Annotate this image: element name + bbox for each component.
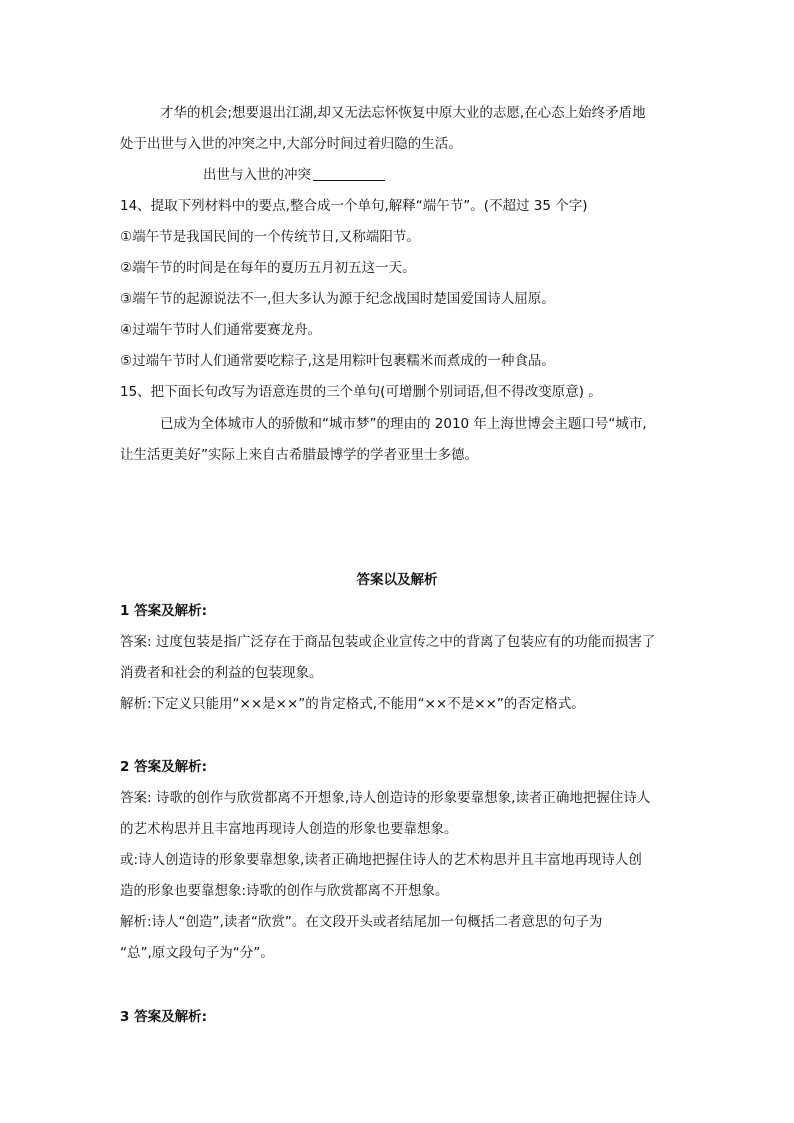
q15-prompt: 15、把下面长句改写为语意连贯的三个单句(可增删个别词语,但不得改变原意) 。 [120, 384, 602, 400]
answer-2-line-2: 的艺术构思并且丰富地再现诗人创造的形象也要靠想象。 [120, 821, 458, 837]
answer-2-heading: 2 答案及解析: [120, 759, 207, 775]
answers-title: 答案以及解析 [356, 572, 438, 588]
answer-1-heading: 1 答案及解析: [120, 603, 207, 619]
answer-2-analysis-line-1: 解析:诗人“创造”,读者“欣赏”。在文段开头或者结尾加一句概括二者意思的句子为 [120, 914, 603, 930]
answer-1-line-2: 消费者和社会的利益的包装现象。 [120, 665, 323, 681]
q14-item-2: ②端午节的时间是在每年的夏历五月初五这一天。 [120, 260, 416, 276]
q13-text-line-2: 处于出世与入世的冲突之中,大部分时间过着归隐的生活。 [120, 136, 462, 152]
q13-text-line-1: 才华的机会;想要退出江湖,却又无法忘怀恢复中原大业的志愿,在心态上始终矛盾地 [160, 105, 646, 121]
answer-2-analysis-line-2: “总”,原文段句子为“分”。 [120, 945, 274, 961]
q15-text-line-2: 让生活更美好”实际上来自古希腊最博学的学者亚里士多德。 [120, 447, 478, 463]
q14-prompt: 14、提取下列材料中的要点,整合成一个单句,解释“端午节”。(不超过 35 个字) [120, 198, 588, 214]
answer-1-line-1: 答案: 过度包装是指广泛存在于商品包装或企业宣传之中的背离了包装应有的功能而损害了 [120, 634, 656, 650]
q13-answer-prefix: 出世与入世的冲突 [203, 167, 311, 183]
answer-blank [313, 166, 385, 181]
q14-item-5: ⑤过端午节时人们通常要吃粽子,这是用粽叶包裹糯米而煮成的一种食品。 [120, 353, 555, 369]
q15-text-line-1: 已成为全体城市人的骄傲和“城市梦”的理由的 2010 年上海世博会主题口号“城市, [160, 416, 647, 432]
answer-2-alt-line-2: 造的形象也要靠想象:诗歌的创作与欣赏都离不开想象。 [120, 883, 449, 899]
answer-2-line-1: 答案: 诗歌的创作与欣赏都离不开想象,诗人创造诗的形象要靠想象,读者正确地把握住诗人 [120, 790, 651, 806]
answer-3-heading: 3 答案及解析: [120, 1009, 207, 1025]
answer-1-analysis: 解析:下定义只能用“××是××”的肯定格式,不能用“××不是××”的否定格式。 [120, 696, 585, 712]
q14-item-1: ①端午节是我国民间的一个传统节日,又称端阳节。 [120, 229, 420, 245]
answer-2-alt-line-1: 或:诗人创造诗的形象要靠想象,读者正确地把握住诗人的艺术构思并且丰富地再现诗人创 [120, 852, 642, 868]
q14-item-4: ④过端午节时人们通常要赛龙舟。 [120, 322, 322, 338]
q14-item-3: ③端午节的起源说法不一,但大多认为源于纪念战国时楚国爱国诗人屈原。 [120, 291, 555, 307]
q13-answer-line [203, 165, 773, 185]
